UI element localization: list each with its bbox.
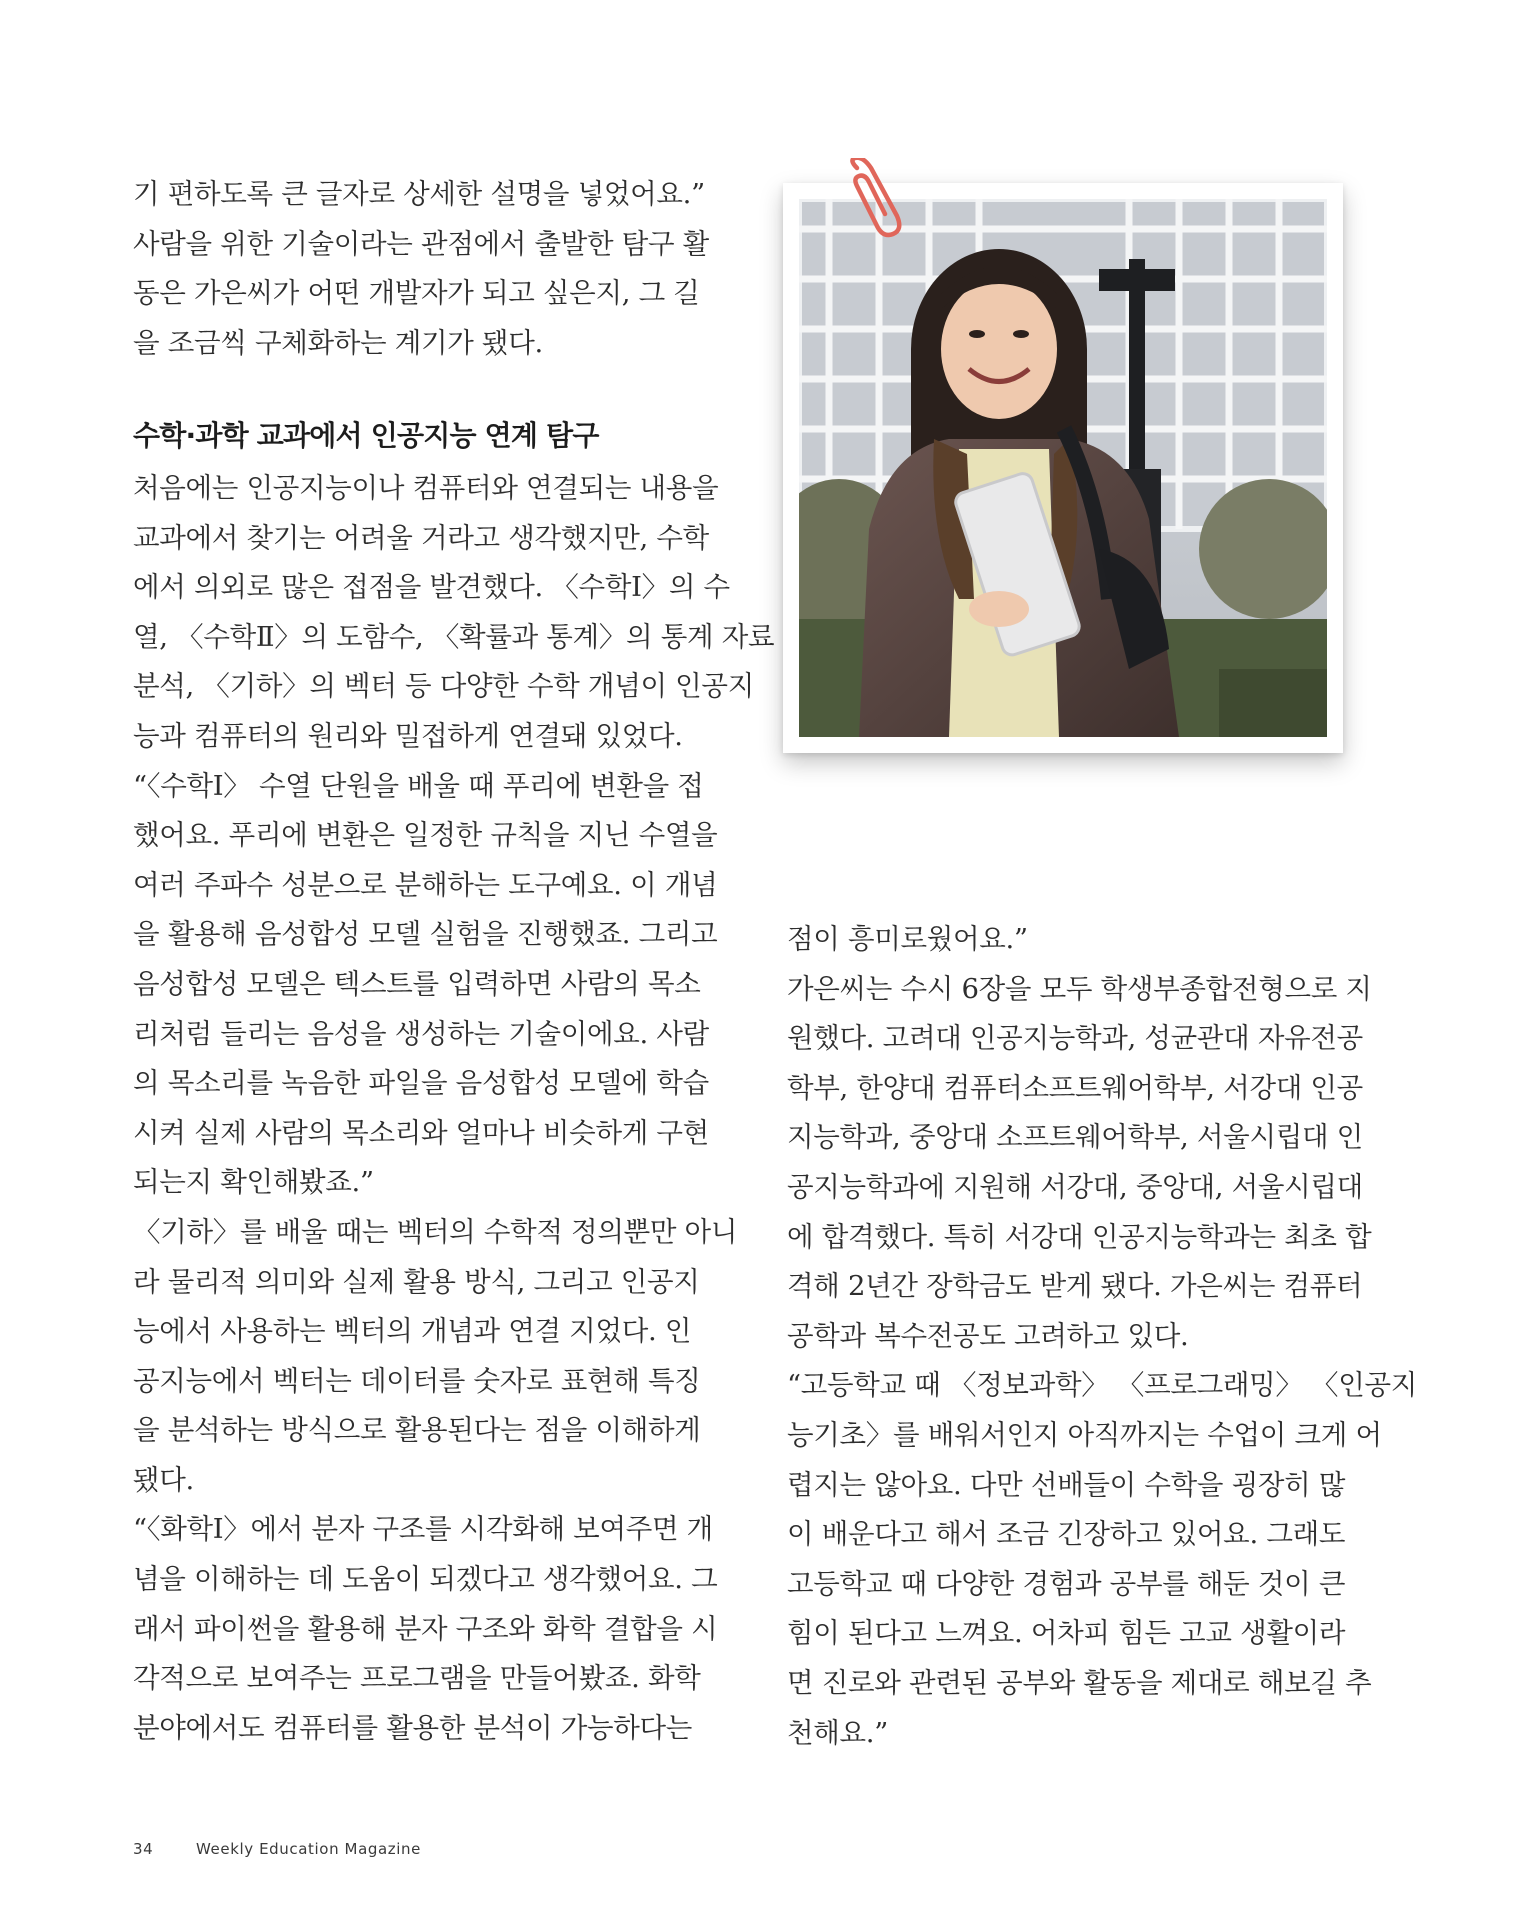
text-line: 사람을 위한 기술이라는 관점에서 출발한 탐구 활	[133, 227, 709, 260]
text-line: 천해요.”	[787, 1716, 888, 1749]
text-line: 능과 컴퓨터의 원리와 밀접하게 연결돼 있었다.	[133, 719, 683, 752]
text-line: 힘이 된다고 느껴요. 어차피 힘든 고교 생활이라	[787, 1617, 1346, 1650]
student-photo	[799, 199, 1327, 737]
text-line: 의 목소리를 녹음한 파일을 음성합성 모델에 학습	[133, 1067, 709, 1100]
text-line: 되는지 확인해봤죠.”	[133, 1166, 374, 1199]
text-line: 라 물리적 의미와 실제 활용 방식, 그리고 인공지	[133, 1265, 700, 1298]
paperclip-icon	[845, 158, 907, 238]
text-line: 리처럼 들리는 음성을 생성하는 기술이에요. 사람	[133, 1017, 709, 1050]
text-line: 래서 파이썬을 활용해 분자 구조와 화학 결합을 시	[133, 1612, 718, 1645]
magazine-name: Weekly Education Magazine	[196, 1840, 421, 1858]
text-line: 여러 주파수 성분으로 분해하는 도구예요. 이 개념	[133, 868, 718, 901]
left-column-body	[133, 464, 775, 1753]
text-line: 동은 가은씨가 어떤 개발자가 되고 싶은지, 그 길	[133, 277, 700, 310]
text-line: 〈기하〉를 배울 때는 벡터의 수학적 정의뿐만 아니	[133, 1215, 738, 1248]
text-line: 격해 2년간 장학금도 받게 됐다. 가은씨는 컴퓨터	[787, 1270, 1363, 1303]
text-line: 가은씨는 수시 6장을 모두 학생부종합전형으로 지	[787, 972, 1372, 1005]
text-line: 됐다.	[133, 1463, 194, 1496]
left-column-top	[133, 170, 709, 368]
text-line: “고등학교 때 〈정보과학〉 〈프로그래밍〉 〈인공지	[787, 1369, 1418, 1402]
text-line: 기 편하도록 큰 글자로 상세한 설명을 넣었어요.”	[133, 178, 705, 210]
text-line: 시켜 실제 사람의 목소리와 얼마나 비슷하게 구현	[133, 1116, 709, 1149]
text-line: 처음에는 인공지능이나 컴퓨터와 연결되는 내용을	[133, 472, 719, 504]
text-line: 분석, 〈기하〉의 벡터 등 다양한 수학 개념이 인공지	[133, 670, 754, 703]
text-line: 공지능에서 벡터는 데이터를 숫자로 표현해 특징	[133, 1364, 701, 1397]
text-line: 능에서 사용하는 벡터의 개념과 연결 지었다. 인	[133, 1315, 692, 1348]
text-line: 지능학과, 중앙대 소프트웨어학부, 서울시립대 인	[787, 1121, 1363, 1154]
text-line: 원했다. 고려대 인공지능학과, 성균관대 자유전공	[787, 1022, 1363, 1055]
text-line: 분야에서도 컴퓨터를 활용한 분석이 가능하다는	[133, 1711, 693, 1744]
text-line: “〈화학Ⅰ〉에서 분자 구조를 시각화해 보여주면 개	[133, 1513, 713, 1546]
text-line: 했어요. 푸리에 변환은 일정한 규칙을 지닌 수열을	[133, 819, 718, 852]
text-line: 념을 이해하는 데 도움이 되겠다고 생각했어요. 그	[133, 1563, 718, 1596]
section-heading: 수학·과학 교과에서 인공지능 연계 탐구	[133, 419, 599, 452]
text-line: 을 분석하는 방식으로 활용된다는 점을 이해하게	[133, 1414, 701, 1447]
text-line: 능기초〉를 배워서인지 아직까지는 수업이 크게 어	[787, 1418, 1382, 1451]
photo-frame	[783, 183, 1343, 753]
text-line: 학부, 한양대 컴퓨터소프트웨어학부, 서강대 인공	[787, 1071, 1363, 1104]
text-line: “〈수학Ⅰ〉 수열 단원을 배울 때 푸리에 변환을 접	[133, 769, 704, 802]
text-line: 음성합성 모델은 텍스트를 입력하면 사람의 목소	[133, 967, 701, 1000]
text-line: 에서 의외로 많은 접점을 발견했다. 〈수학Ⅰ〉의 수	[133, 571, 730, 604]
text-line: 을 조금씩 구체화하는 계기가 됐다.	[133, 326, 543, 359]
text-line: 면 진로와 관련된 공부와 활동을 제대로 해보길 추	[787, 1666, 1372, 1699]
text-line: 이 배운다고 해서 조금 긴장하고 있어요. 그래도	[787, 1518, 1346, 1551]
text-line: 각적으로 보여주는 프로그램을 만들어봤죠. 화학	[133, 1662, 701, 1695]
page-number: 34	[133, 1840, 154, 1858]
text-line: 을 활용해 음성합성 모델 실험을 진행했죠. 그리고	[133, 918, 718, 951]
text-line: 공지능학과에 지원해 서강대, 중앙대, 서울시립대	[787, 1170, 1363, 1203]
text-line: 에 합격했다. 특히 서강대 인공지능학과는 최초 합	[787, 1220, 1372, 1253]
text-line: 교과에서 찾기는 어려울 거라고 생각했지만, 수학	[133, 521, 709, 554]
right-column-body	[787, 915, 1418, 1758]
text-line: 고등학교 때 다양한 경험과 공부를 해둔 것이 큰	[787, 1567, 1346, 1600]
text-line: 점이 흥미로웠어요.”	[787, 923, 1028, 955]
text-line: 공학과 복수전공도 고려하고 있다.	[787, 1319, 1189, 1352]
text-line: 열, 〈수학Ⅱ〉의 도함수, 〈확률과 통계〉의 통계 자료	[133, 620, 775, 653]
text-line: 렵지는 않아요. 다만 선배들이 수학을 굉장히 많	[787, 1468, 1346, 1501]
